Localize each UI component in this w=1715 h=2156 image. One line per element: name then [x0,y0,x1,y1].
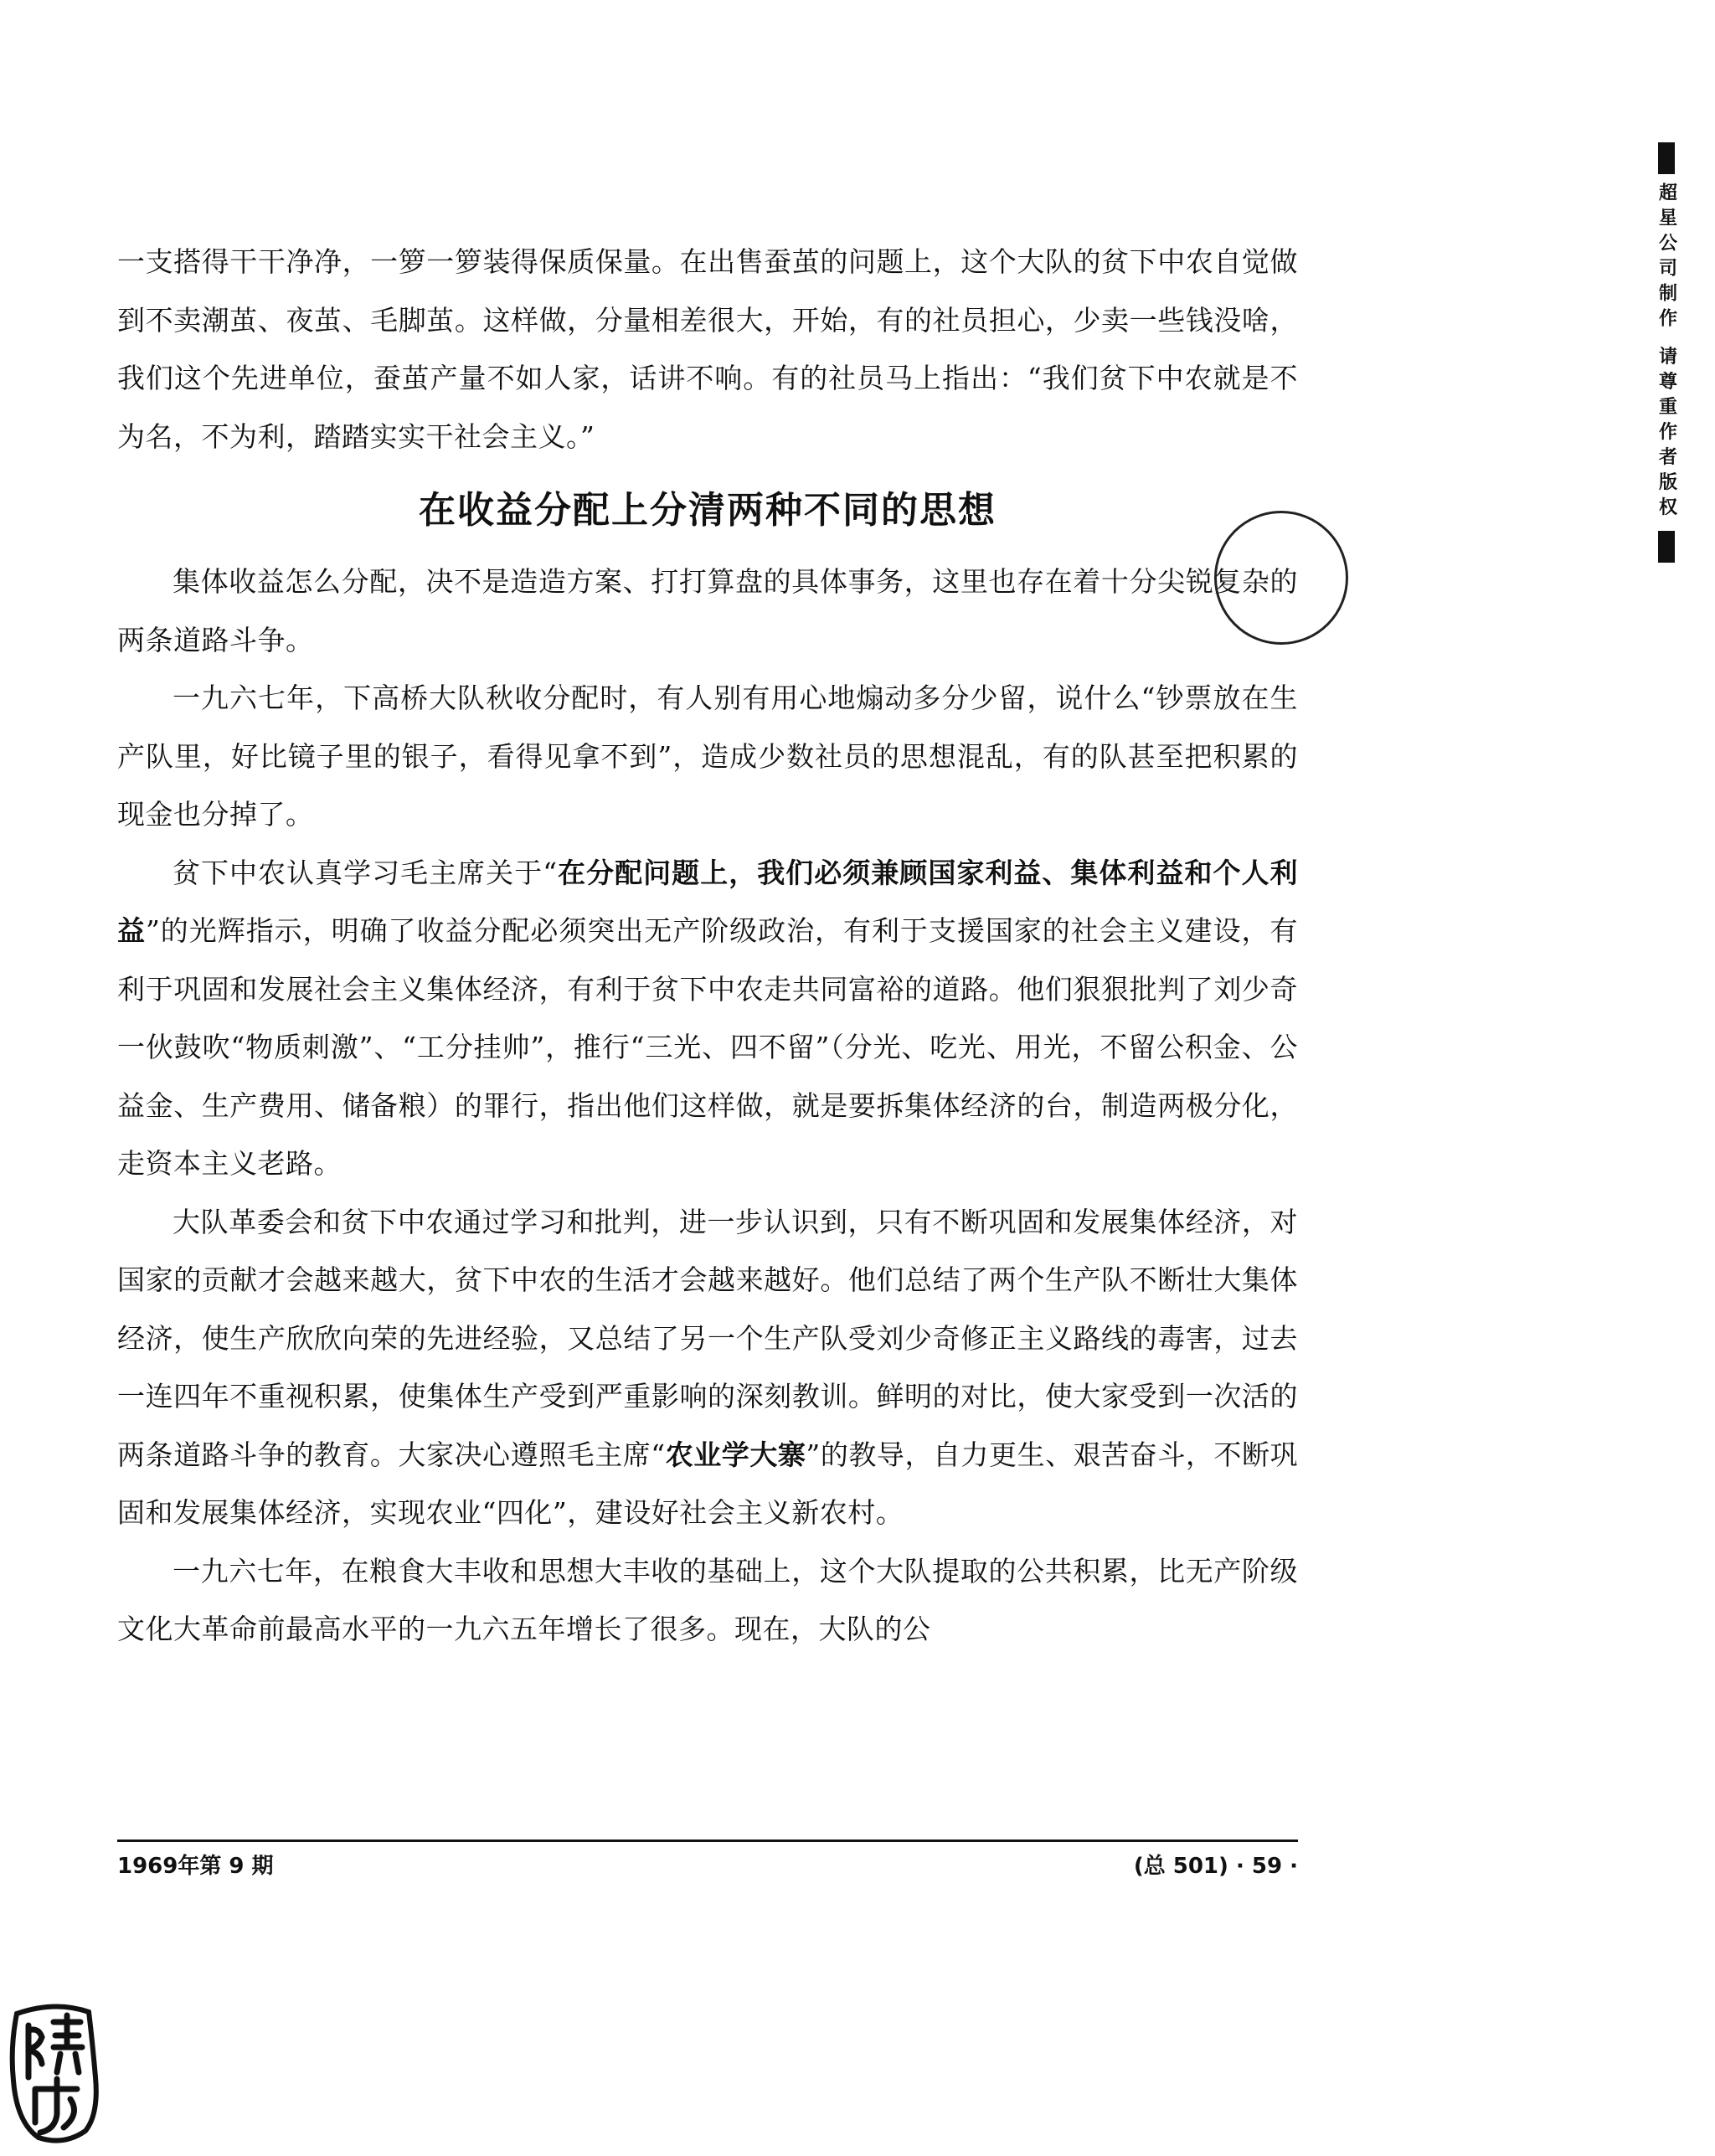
paragraph-continued: 一支搭得干干净净，一箩一箩装得保质保量。在出售蚕茧的问题上，这个大队的贫下中农自觉做到不卖潮茧、夜茧、毛脚茧。这样做，分量相差很大，开始，有的社员担心，少卖一些钱没啥，我们这个先进单位，蚕茧产量不如人家，话讲不响。有的社员马上指出：“我们贫下中农就是不为名，不为利，踏踏实实干社会主义。” [117,245,1298,453]
paragraph-1: 集体收益怎么分配，决不是造造方案、打打算盘的具体事务，这里也存在着十分尖锐复杂的两条道路斗争。 [117,565,1298,656]
issue-label: 1969年第 9 期 [117,1854,274,1879]
paragraph-3-lead: 贫下中农认真学习毛主席关于“ [173,856,558,889]
paragraph-5: 一九六七年，在粮食大丰收和思想大丰收的基础上，这个大队提取的公共积累，比无产阶级文化大革命前最高水平的一九六五年增长了很多。现在，大队的公 [117,1554,1298,1645]
paragraph-3 [117,844,1298,1193]
paragraph-4-quote: 农业学大寨 [665,1438,806,1471]
page-number: (总 501) · 59 · [1133,1854,1298,1879]
page-footer [117,1849,1298,1880]
footer-rule [117,1840,1298,1842]
article-body [117,233,1298,1659]
circle-mark [1214,511,1348,645]
paragraph-4-lead: 大队革委会和贫下中农通过学习和批判，进一步认识到，只有不断巩固和发展集体经济，对国家的贡献才会越来越大，贫下中农的生活才会越来越好。他们总结了两个生产队不断壮大集体经济，使生产欣欣向荣的先进经验，又总结了另一个生产队受刘少奇修正主义路线的毒害，过去一连四年不重视积累，使集体生产受到严重影响的深刻教训。鲜明的对比，使大家受到一次活的两条道路斗争的教育。大家决心遵照毛主席“ [117,1205,1298,1471]
paragraph-3-rest: ”的光辉指示，明确了收益分配必须突出无产阶级政治，有利于支援国家的社会主义建设，有利于巩固和发展社会主义集体经济，有利于贫下中农走共同富裕的道路。他们狠狠批判了刘少奇一伙鼓吹“物质刺激”、“工分挂帅”，推行“三光、四不留”（分光、吃光、用光，不留公积金、公益金、生产费用、储备粮）的罪行，指出他们这样做，就是要拆集体经济的台，制造两极分化，走资本主义老路。 [117,914,1298,1180]
notice-bar-top [1658,142,1675,174]
section-heading: 在收益分配上分清两种不同的思想 [419,489,997,532]
paragraph-3-quote: 在分配问题上，我们必须兼顾国家利益、集体利益和个人利益 [117,856,1299,947]
notice-text: 超星公司制作 请尊重作者版权 [1656,183,1677,522]
library-seal-icon [5,1997,104,2146]
paragraph-4 [117,1193,1298,1542]
notice-bar-bottom [1658,531,1675,563]
paragraph-4-rest: ”的教导，自力更生、艰苦奋斗，不断巩固和发展集体经济，实现农业“四化”，建设好社会主义新农村。 [117,1438,1299,1529]
copyright-notice [1650,142,1683,563]
paragraph-2: 一九六七年，下高桥大队秋收分配时，有人别有用心地煽动多分少留，说什么“钞票放在生产队里，好比镜子里的银子，看得见拿不到”，造成少数社员的思想混乱，有的队甚至把积累的现金也分掉了。 [117,682,1298,831]
